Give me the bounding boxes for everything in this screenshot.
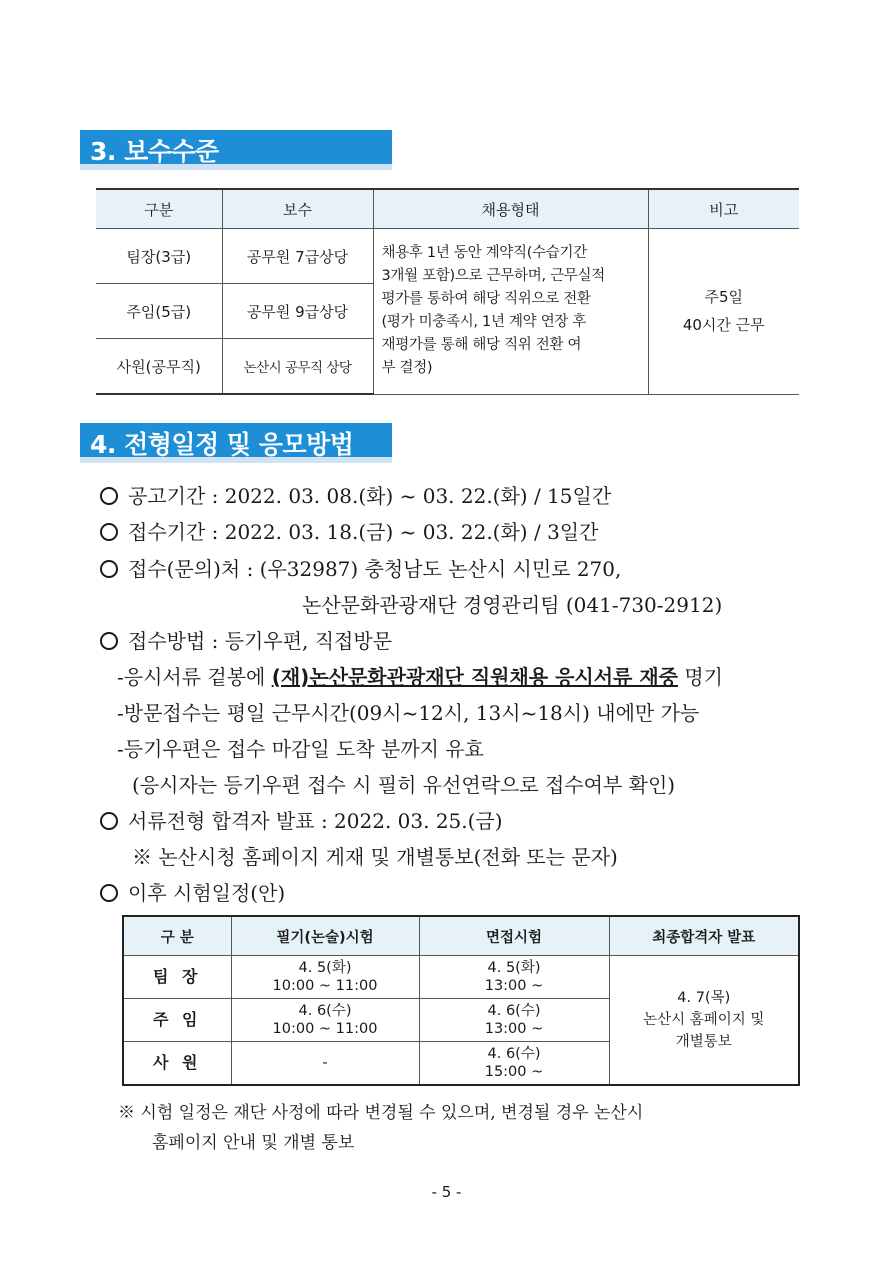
pay-header-remarks: 비고 xyxy=(648,189,799,229)
pay-header-employment: 채용형태 xyxy=(373,189,648,229)
contact-line-2: 논산문화관광재단 경영관리팀 (041-730-2912) xyxy=(302,593,723,617)
pay-cell: 공무원 7급상당 xyxy=(222,229,373,284)
interview-cell xyxy=(419,956,609,999)
written-cell xyxy=(231,956,419,999)
notice-period-line xyxy=(100,480,611,509)
cell-line: 4. 6(수) xyxy=(487,1003,541,1019)
result-line xyxy=(100,805,503,834)
schedule-header-row xyxy=(123,916,799,956)
category-cell: 주 임 xyxy=(123,999,231,1042)
employment-line: 부 결정) xyxy=(381,360,433,377)
underlined-text: (재)논산문화관광재단 직원채용 응시서류 재중 xyxy=(271,665,678,689)
cell-line: 15:00 ~ xyxy=(484,1064,544,1080)
employment-line: 평가를 통하여 해당 직위으로 전환 xyxy=(381,291,591,308)
remarks-line: 주5일 xyxy=(704,288,744,307)
remarks-cell xyxy=(648,229,799,395)
line-text: 접수방법 : 등기우편, 직접방문 xyxy=(128,629,393,653)
circle-bullet-icon xyxy=(100,523,118,541)
final-line: 개별통보 xyxy=(675,1034,732,1050)
line-text: 접수기간 : 2022. 03. 18.(금) ~ 03. 22.(화) / 3일간 xyxy=(128,520,599,544)
category-cell: 사 원 xyxy=(123,1042,231,1086)
line-text: 접수(문의)처 : (우32987) 충청남도 논산시 시민로 270, xyxy=(128,557,622,581)
final-cell xyxy=(609,956,799,1086)
cell-line: 4. 6(수) xyxy=(298,1003,352,1019)
line-text: 서류전형 합격자 발표 : 2022. 03. 25.(금) xyxy=(128,809,503,833)
circle-bullet-icon xyxy=(100,884,118,902)
sched-header-interview: 면접시험 xyxy=(419,916,609,956)
remarks-line: 40시간 근무 xyxy=(682,316,765,335)
schedule-table xyxy=(122,915,800,1086)
category-cell: 팀 장 xyxy=(123,956,231,999)
employment-cell xyxy=(373,229,648,395)
schedule-note-line-1: ※ 시험 일정은 재단 사정에 따라 변경될 수 있으며, 변경될 경우 논산시 xyxy=(118,1103,644,1123)
interview-cell xyxy=(419,999,609,1042)
grade-cell: 주임(5급) xyxy=(96,284,222,339)
written-cell: - xyxy=(231,1042,419,1086)
final-line: 논산시 홈페이지 및 xyxy=(643,1012,765,1028)
table-row xyxy=(96,229,799,284)
result-note-line: ※ 논산시청 홈페이지 게재 및 개별통보(전화 또는 문자) xyxy=(132,845,618,869)
pay-header-grade: 구분 xyxy=(96,189,222,229)
visit-line: -방문접수는 평일 근무시간(09시~12시, 13시~18시) 내에만 가능 xyxy=(117,701,700,725)
grade-cell: 팀장(3급) xyxy=(96,229,222,284)
pay-table-header-row xyxy=(96,189,799,229)
page-number: - 5 - xyxy=(431,1183,462,1201)
sched-header-final: 최종합격자 발표 xyxy=(609,916,799,956)
section-4-title: 4. 전형일정 및 응모방법 xyxy=(90,430,354,459)
cell-line: 4. 6(수) xyxy=(487,1046,541,1062)
table-row xyxy=(123,956,799,999)
sched-header-written: 필기(논술)시험 xyxy=(231,916,419,956)
line-text: -응시서류 겉봉에 xyxy=(117,665,272,689)
cell-line: 13:00 ~ xyxy=(484,1021,544,1037)
employment-line: 재평가를 통해 해당 직위 전환 여 xyxy=(381,337,582,354)
circle-bullet-icon xyxy=(100,632,118,650)
circle-bullet-icon xyxy=(100,487,118,505)
line-text: 이후 시험일정(안) xyxy=(128,881,286,905)
employment-line: 채용후 1년 동안 계약직(수습기간 xyxy=(381,245,587,262)
pay-header-pay: 보수 xyxy=(222,189,373,229)
employment-line: 3개월 포함)으로 근무하며, 근무실적 xyxy=(381,268,605,285)
grade-cell: 사원(공무직) xyxy=(96,339,222,395)
pay-cell: 논산시 공무직 상당 xyxy=(222,339,373,395)
pay-table xyxy=(96,188,799,395)
schedule-line xyxy=(100,877,285,906)
line-text: 명기 xyxy=(677,665,723,689)
envelope-line xyxy=(117,661,723,690)
cell-line: 10:00 ~ 11:00 xyxy=(272,1021,378,1037)
mail-line: -등기우편은 접수 마감일 도착 분까지 유효 xyxy=(117,737,484,761)
cell-line: 10:00 ~ 11:00 xyxy=(272,978,378,994)
section-3-header xyxy=(80,130,390,170)
pay-cell: 공무원 9급상당 xyxy=(222,284,373,339)
cell-line: 4. 5(화) xyxy=(487,960,541,976)
cell-line: 13:00 ~ xyxy=(484,978,544,994)
reception-period-line xyxy=(100,516,598,545)
line-text: 공고기간 : 2022. 03. 08.(화) ~ 03. 22.(화) / 15일간 xyxy=(128,484,612,508)
circle-bullet-icon xyxy=(100,560,118,578)
employment-line: (평가 미충족시, 1년 계약 연장 후 xyxy=(381,314,587,331)
sched-header-cat: 구 분 xyxy=(123,916,231,956)
cell-line: 4. 5(화) xyxy=(298,960,352,976)
interview-cell xyxy=(419,1042,609,1086)
mail-note-line: (응시자는 등기우편 접수 시 필히 유선연락으로 접수여부 확인) xyxy=(132,773,676,797)
written-cell xyxy=(231,999,419,1042)
section-3-title: 3. 보수수준 xyxy=(90,137,219,166)
circle-bullet-icon xyxy=(100,812,118,830)
section-4-header xyxy=(80,423,390,463)
final-line: 4. 7(목) xyxy=(677,990,731,1006)
method-line xyxy=(100,625,392,654)
schedule-note-line-2: 홈페이지 안내 및 개별 통보 xyxy=(152,1133,355,1153)
contact-line xyxy=(100,553,621,582)
